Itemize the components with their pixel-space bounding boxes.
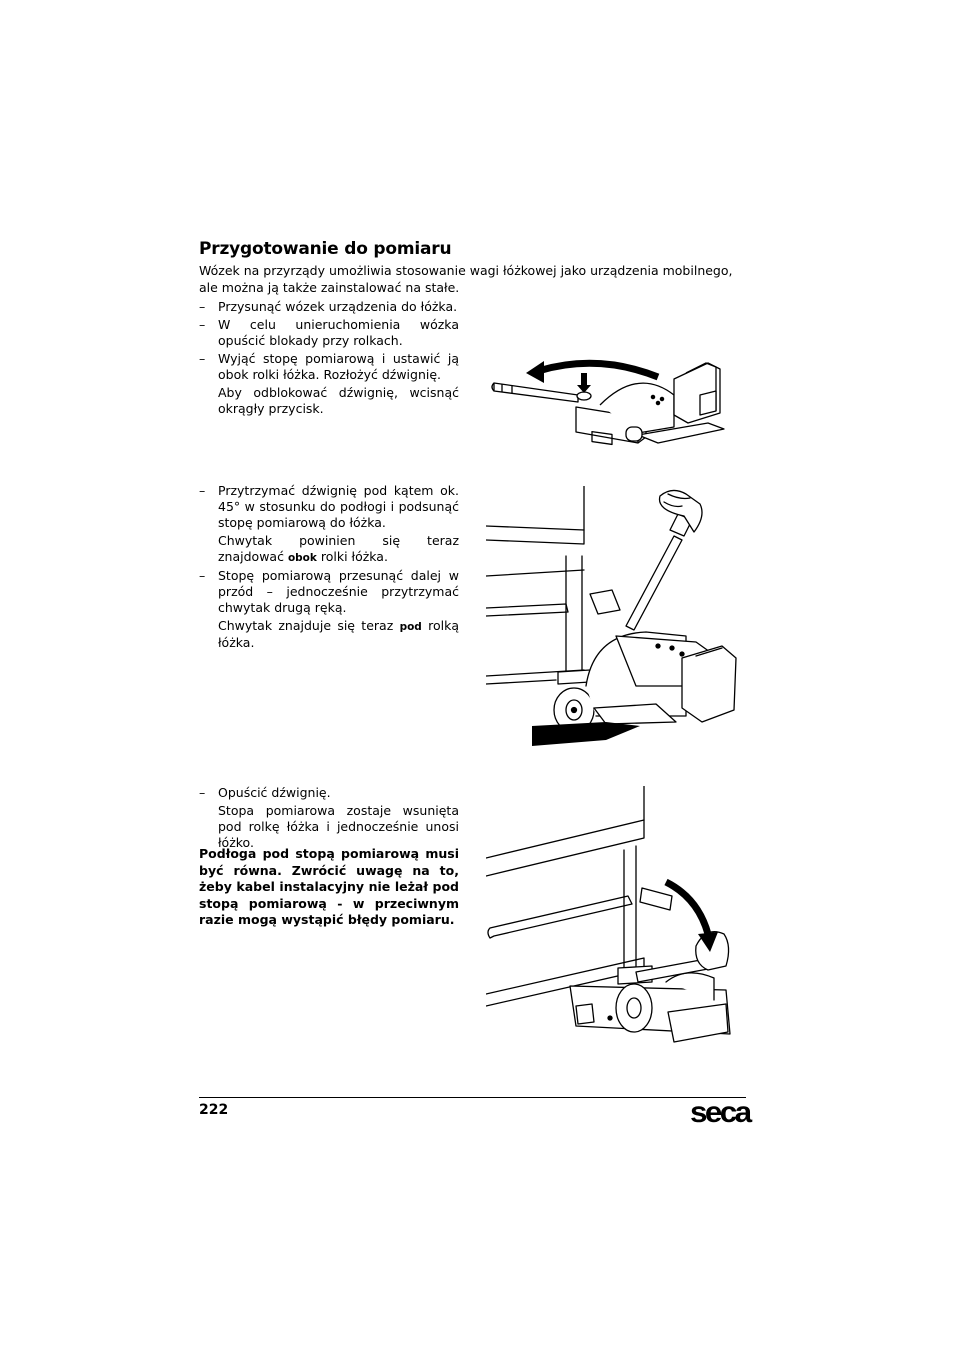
list-dash: – (199, 299, 206, 314)
intro-paragraph: Wózek na przyrządy umożliwia stosowanie wagi łóżkowej jako urządzenia mobilnego, ale można ją także zainstalować na stałe. (199, 263, 733, 295)
list-item (199, 299, 459, 315)
list-note: Stopa pomiarowa zostaje wsunięta pod rolkę łóżka i jednocześnie unosi łóżko. (218, 803, 459, 850)
note-text: rolką łóżka. (218, 618, 460, 650)
list-dash: – (199, 483, 206, 498)
page-number: 222 (199, 1102, 229, 1118)
list-item-text: Przysunąć wózek urządzenia do łóżka. (218, 299, 458, 314)
note-text: Chwytak powinien się teraz znajdować (218, 533, 459, 564)
list-item-text: Stopę pomiarową przesunąć dalej w przód – jednocześnie przytrzymać chwytak drugą ręką. (218, 568, 459, 615)
push-foot-under-bed-illustration (486, 486, 742, 748)
warning-note: Podłoga pod stopą pomiarową musi być równa. Zwrócić uwagę na to, żeby kabel instalacyjny nie leżał pod stopą pomiarową - w przeciwnym razie mogą wystąpić błędy pomiaru. (199, 846, 459, 927)
list-dash: – (199, 317, 206, 332)
list-note (199, 533, 459, 566)
list-item-text: Wyjąć stopę pomiarową i ustawić ją obok rolki łóżka. Rozłożyć dźwignię. (218, 351, 459, 382)
note-text: rolki łóżka. (316, 549, 388, 564)
list-item-text: Opuścić dźwignię. (218, 785, 331, 800)
measuring-foot-lever-illustration (488, 355, 728, 455)
list-item (199, 351, 459, 383)
list-item (199, 317, 459, 349)
list-item (199, 785, 459, 801)
section-3-list (199, 785, 459, 853)
list-note (199, 618, 459, 651)
section-1-list (199, 299, 459, 419)
list-note: Aby odblokować dźwignię, wcisnąć okrągły przycisk. (218, 385, 459, 416)
page-title: Przygotowanie do pomiaru (199, 239, 452, 259)
note-text: Chwytak znajduje się teraz (218, 618, 400, 633)
list-dash: – (199, 785, 206, 800)
list-item (199, 568, 459, 616)
note-emphasis: pod (399, 621, 422, 633)
brand-logo: seca (690, 1096, 750, 1129)
list-item-text: W celu unieruchomienia wózka opuścić blokady przy rolkach. (218, 317, 459, 348)
lower-lever-illustration (486, 786, 742, 1056)
note-emphasis: obok (287, 552, 317, 564)
list-item-text: Przytrzymać dźwignię pod kątem ok. 45° w stosunku do podłogi i podsunąć stopę pomiarową do łóżka. (218, 483, 459, 530)
section-2-list (199, 483, 459, 653)
footer-divider (199, 1097, 746, 1098)
list-dash: – (199, 568, 206, 583)
list-item (199, 483, 459, 531)
list-dash: – (199, 351, 206, 366)
